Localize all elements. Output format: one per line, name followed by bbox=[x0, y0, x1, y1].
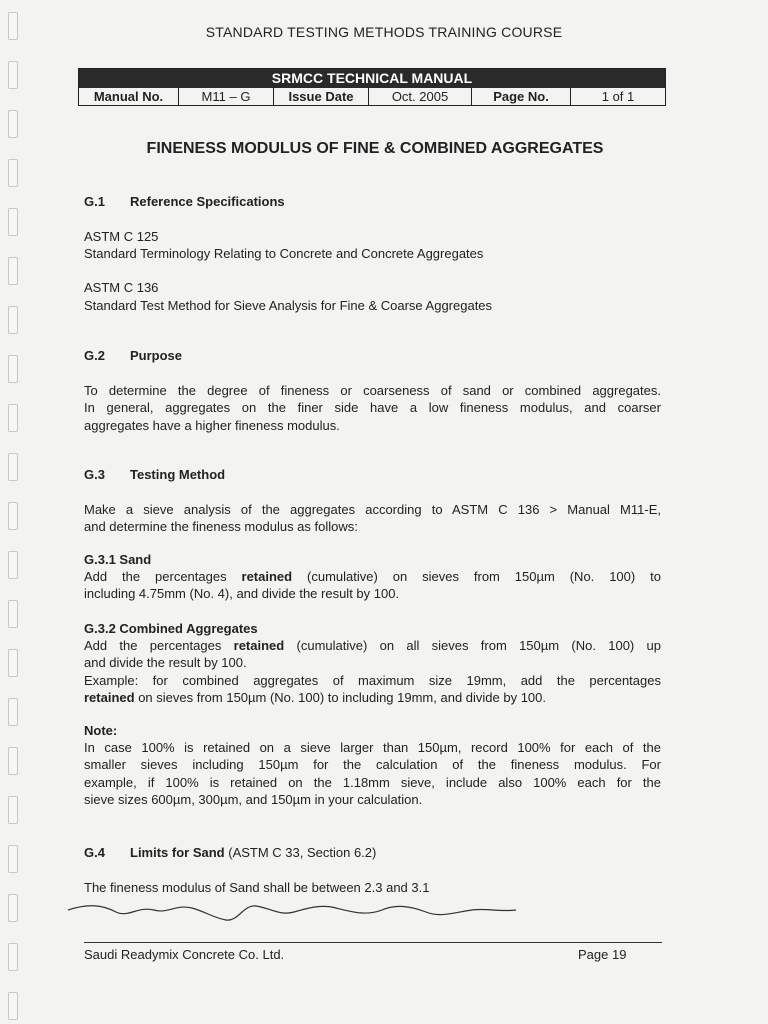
combined-line bbox=[84, 689, 661, 706]
sand-text: Add the percentages bbox=[84, 569, 242, 584]
section-g1-number: G.1 bbox=[84, 194, 105, 209]
sand-paragraph bbox=[84, 568, 661, 603]
footer-page-number: Page 19 bbox=[578, 947, 627, 962]
manual-table-row bbox=[79, 88, 665, 105]
spec2-code: ASTM C 136 bbox=[84, 280, 159, 295]
spec1-description: Standard Terminology Relating to Concrete and Concrete Aggregates bbox=[84, 246, 484, 261]
binder-hole bbox=[8, 747, 18, 775]
binder-hole bbox=[8, 502, 18, 530]
combined-aggregates-paragraph bbox=[84, 637, 661, 706]
combined-text: (cumulative) on all sieves from 150µm (No. 100) up bbox=[284, 638, 661, 653]
binder-hole bbox=[8, 551, 18, 579]
page-no-value: 1 of 1 bbox=[601, 89, 635, 104]
limits-text: The fineness modulus of Sand shall be between 2.3 and 3.1 bbox=[84, 880, 430, 895]
section-g4-title-suffix: (ASTM C 33, Section 6.2) bbox=[224, 845, 377, 860]
binder-hole bbox=[8, 992, 18, 1020]
footer-company: Saudi Readymix Concrete Co. Ltd. bbox=[84, 947, 285, 962]
handwritten-squiggle bbox=[66, 898, 518, 928]
combined-retained-bold: retained bbox=[233, 638, 285, 653]
combined-text: Add the percentages bbox=[84, 638, 234, 653]
purpose-line: In general, aggregates on the finer side have a low fineness modulus, and coarser bbox=[84, 400, 661, 416]
binder-hole bbox=[8, 404, 18, 432]
section-g1-title: Reference Specifications bbox=[130, 194, 285, 209]
section-g32-title: G.3.2 Combined Aggregates bbox=[84, 621, 258, 636]
sand-text: (cumulative) on sieves from 150µm (No. 100) to bbox=[292, 569, 661, 584]
issue-date-value: Oct. 2005 bbox=[369, 88, 472, 105]
section-g1-heading bbox=[84, 193, 285, 210]
combined-line: and divide the result by 100. bbox=[84, 655, 247, 671]
binder-hole bbox=[8, 698, 18, 726]
course-title: STANDARD TESTING METHODS TRAINING COURSE bbox=[205, 24, 563, 40]
sand-retained-bold: retained bbox=[241, 569, 293, 584]
purpose-line: aggregates have a higher fineness modulus. bbox=[84, 417, 340, 433]
section-g31-title: G.3.1 Sand bbox=[84, 552, 152, 567]
document-title: FINENESS MODULUS OF FINE & COMBINED AGGREGATES bbox=[146, 140, 604, 157]
note-line: example, if 100% is retained on the 1.18mm sieve, include also 100% each for the bbox=[84, 774, 661, 790]
binder-hole bbox=[8, 208, 18, 236]
binder-hole bbox=[8, 110, 18, 138]
binder-hole bbox=[8, 355, 18, 383]
manual-info-table bbox=[78, 68, 666, 106]
binder-hole bbox=[8, 257, 18, 285]
section-g3-title: Testing Method bbox=[130, 467, 226, 482]
section-g3-number: G.3 bbox=[84, 467, 105, 482]
binder-hole bbox=[8, 159, 18, 187]
note-paragraph bbox=[84, 739, 661, 808]
note-line: smaller sieves including 150µm for the calculation of the fineness modulus. For bbox=[84, 757, 661, 773]
sand-line bbox=[84, 568, 661, 585]
binder-hole bbox=[8, 61, 18, 89]
testing-method-line: Make a sieve analysis of the aggregates according to ASTM C 136 > Manual M11-E, bbox=[84, 502, 661, 517]
binder-hole bbox=[8, 894, 18, 922]
binder-hole bbox=[8, 453, 18, 481]
issue-date-label: Issue Date bbox=[274, 88, 369, 105]
footer-divider bbox=[84, 942, 662, 943]
spec2-description: Standard Test Method for Sieve Analysis for Fine & Coarse Aggregates bbox=[84, 298, 493, 313]
combined-line bbox=[84, 637, 661, 654]
note-title: Note: bbox=[84, 723, 118, 738]
binder-hole bbox=[8, 649, 18, 677]
section-g2-title: Purpose bbox=[130, 348, 183, 363]
manual-no-label: Manual No. bbox=[79, 88, 179, 105]
binder-hole bbox=[8, 600, 18, 628]
combined-text: on sieves from 150µm (No. 100) to including 19mm, and divide by 100. bbox=[134, 689, 547, 705]
manual-table-title: SRMCC TECHNICAL MANUAL bbox=[79, 69, 665, 88]
section-g3-heading bbox=[84, 466, 225, 483]
binder-hole bbox=[8, 943, 18, 971]
purpose-line: To determine the degree of fineness or coarseness of sand or combined aggregates. bbox=[84, 383, 661, 398]
testing-method-line: and determine the fineness modulus as follows: bbox=[84, 519, 358, 535]
note-line: In case 100% is retained on a sieve larger than 150µm, record 100% for each of the bbox=[84, 740, 661, 755]
purpose-paragraph bbox=[84, 382, 661, 434]
section-g2-number: G.2 bbox=[84, 348, 105, 363]
binder-hole bbox=[8, 845, 18, 873]
binder-hole bbox=[8, 796, 18, 824]
manual-no-value: M11 – G bbox=[179, 88, 274, 105]
binder-hole bbox=[8, 306, 18, 334]
combined-line: Example: for combined aggregates of maximum size 19mm, add the percentages bbox=[84, 672, 661, 688]
section-g4-heading bbox=[84, 844, 376, 861]
combined-retained-bold: retained bbox=[84, 689, 135, 705]
section-g4-title: Limits for Sand bbox=[130, 845, 225, 860]
section-g2-heading bbox=[84, 347, 182, 364]
section-g4-number: G.4 bbox=[84, 845, 105, 860]
testing-method-paragraph bbox=[84, 501, 661, 536]
sand-line: including 4.75mm (No. 4), and divide the result by 100. bbox=[84, 586, 400, 602]
spec1-code: ASTM C 125 bbox=[84, 229, 159, 244]
note-line: sieve sizes 600µm, 300µm, and 150µm in your calculation. bbox=[84, 791, 423, 807]
page-no-label: Page No. bbox=[472, 88, 571, 105]
